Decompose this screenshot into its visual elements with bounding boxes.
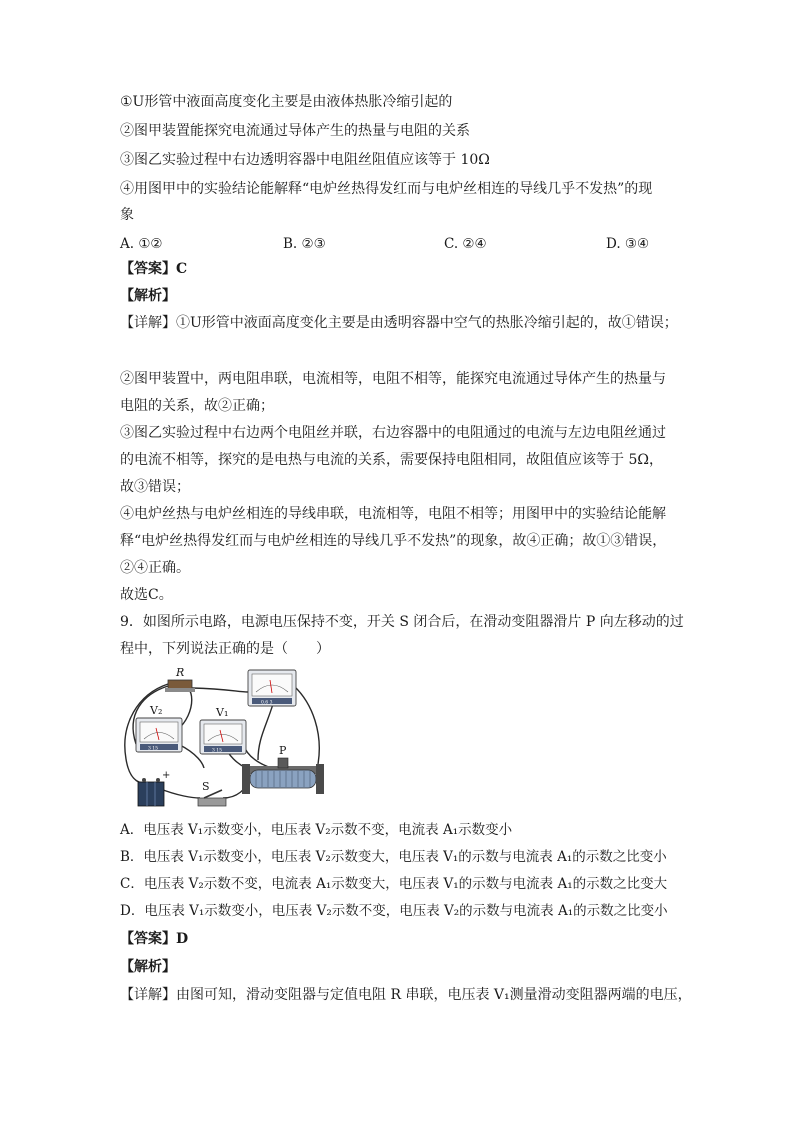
voltmeter-v1 [200, 720, 246, 754]
q8-conclusion: 故选C。 [120, 587, 173, 603]
label-v1: V₁ [216, 706, 229, 719]
statement-4: ④用图甲中的实验结论能解释“电炉丝热得发红而与电炉丝相连的导线几乎不发热”的现 [120, 181, 653, 197]
q9-analysis-heading: 【解析】 [120, 959, 176, 975]
ammeter-a1 [248, 670, 296, 706]
q9-question-cont: 程中，下列说法正确的是（ ） [120, 641, 330, 657]
voltmeter-v1-scale: 3 15 [212, 748, 223, 754]
q8-explanation-line: ③图乙实验过程中右边两个电阻丝并联，右边容器中的电阻通过的电流与左边电阻丝通过 [120, 425, 666, 441]
rheostat [242, 758, 324, 794]
ammeter-scale: 0.6 3 [261, 700, 273, 706]
q8-answer: 【答案】C [120, 261, 188, 277]
q9-explanation: 【详解】由图可知，滑动变阻器与定值电阻 R 串联，电压表 V₁测量滑动变阻器两端的电压， [120, 987, 692, 1003]
voltmeter-v2 [136, 718, 182, 752]
q8-explanation-line: ②④正确。 [120, 560, 190, 576]
statement-2: ②图甲装置能探究电流通过导体产生的热量与电阻的关系 [120, 123, 470, 139]
q9-option-b: B．电压表 V₁示数变小，电压表 V₂示数变大，电压表 V₁的示数与电流表 A₁的示数之比变小 [120, 849, 667, 865]
label-plus: + [162, 770, 171, 781]
q8-option-b: B. ②③ [283, 236, 326, 252]
circuit-diagram [118, 664, 330, 814]
voltmeter-v2-scale: 3 15 [148, 746, 159, 752]
label-s: S [202, 780, 210, 793]
q8-explanation-line: 释“电炉丝热得发红而与电炉丝相连的导线几乎不发热”的现象，故④正确；故①③错误， [120, 533, 667, 549]
statement-3: ③图乙实验过程中右边透明容器中电阻丝阻值应该等于 10Ω [120, 152, 490, 168]
q8-option-c: C. ②④ [444, 236, 487, 252]
q9-question: 9．如图所示电路，电源电压保持不变，开关 S 闭合后，在滑动变阻器滑片 P 向左移动的过 [120, 614, 684, 630]
statement-1: ①U形管中液面高度变化主要是由液体热胀冷缩引起的 [120, 94, 453, 110]
q9-answer: 【答案】D [120, 931, 189, 947]
q8-option-a: A. ①② [120, 236, 163, 252]
q8-explanation-line: 【详解】①U形管中液面高度变化主要是由透明容器中空气的热胀冷缩引起的，故①错误； [120, 315, 678, 331]
q8-explanation-line: 电阻的关系，故②正确； [120, 398, 274, 414]
label-p: P [279, 744, 287, 757]
q8-explanation-line: 的电流不相等，探究的是电热与电流的关系，需要保持电阻相同，故阻值应该等于 5Ω， [120, 452, 663, 468]
q8-explanation-line: ②图甲装置中，两电阻串联，电流相等，电阻不相等，能探究电流通过导体产生的热量与 [120, 371, 666, 387]
q9-option-a: A．电压表 V₁示数变小，电压表 V₂示数不变，电流表 A₁示数变小 [120, 822, 513, 838]
q8-explanation-line: 故③错误； [120, 479, 190, 495]
label-r: R [176, 666, 185, 679]
q8-analysis-heading: 【解析】 [120, 288, 176, 304]
q9-option-c: C．电压表 V₂示数不变，电流表 A₁示数变大，电压表 V₁的示数与电流表 A₁的示数之比变大 [120, 876, 668, 892]
q8-explanation-line: ④电炉丝热与电炉丝相连的导线串联，电流相等，电阻不相等；用图甲中的实验结论能解 [120, 506, 666, 522]
q9-option-d: D．电压表 V₁示数变小，电压表 V₂示数不变，电压表 V₂的示数与电流表 A₁的示数之比变小 [120, 903, 668, 919]
label-v2: V₂ [150, 704, 163, 717]
statement-4-cont: 象 [120, 207, 134, 223]
q8-option-d: D. ③④ [606, 236, 650, 252]
battery [138, 778, 164, 806]
